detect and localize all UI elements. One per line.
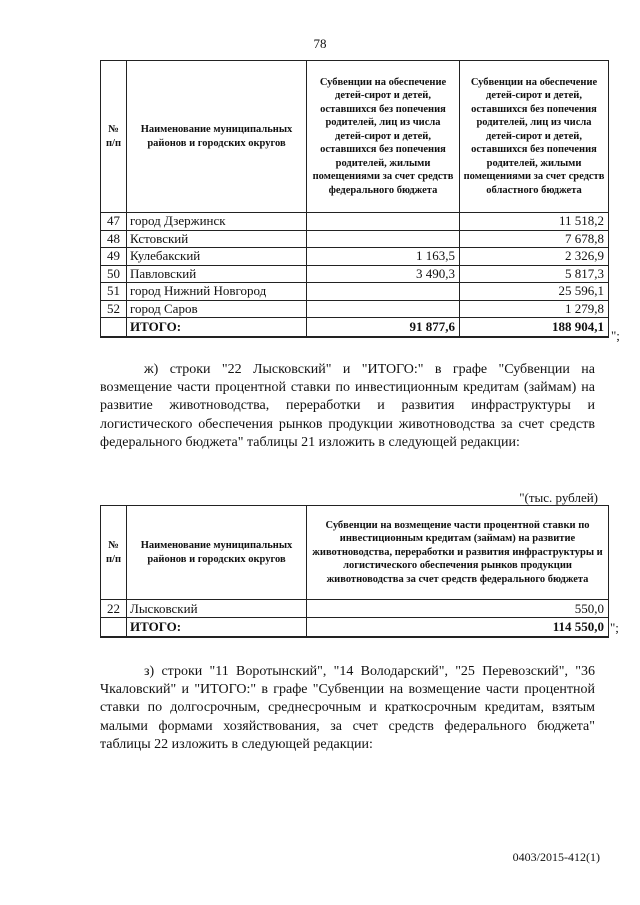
table-row (101, 600, 609, 618)
header-num: № п/п (101, 506, 127, 600)
header-num: № п/п (101, 61, 127, 213)
total-federal: 114 550,0 (307, 618, 609, 638)
row-name: Павловский (127, 265, 307, 283)
total-regional: 188 904,1 (460, 318, 609, 338)
total-label: ИТОГО: (127, 618, 307, 638)
row-name: Кулебакский (127, 248, 307, 266)
row-federal (307, 300, 460, 318)
total-label: ИТОГО: (127, 318, 307, 338)
row-num: 51 (101, 283, 127, 301)
document-code: 0403/2015-412(1) (512, 850, 600, 864)
paragraph-z-text: з) строки "11 Воротынский", "14 Володарский", "25 Перевозский", "36 Чкаловский" и "ИТОГО:" в графе "Субвенции на возмещение части процентной ставки по долгосрочным, среднесрочным и краткосрочным кредитам, взятым малыми формами хозяйствования, за счет средств федерального бюджета" таблицы 22 изложить в следующей редакции: (100, 664, 595, 752)
row-federal (307, 283, 460, 301)
page-number: 78 (313, 36, 327, 51)
header-name: Наименование муниципальных районов и городских округов (127, 506, 307, 600)
row-regional: 1 279,8 (460, 300, 609, 318)
row-regional: 11 518,2 (460, 213, 609, 231)
row-regional: 7 678,8 (460, 230, 609, 248)
row-num: 50 (101, 265, 127, 283)
table-row (101, 248, 609, 266)
paragraph-z (100, 663, 595, 754)
row-num: 52 (101, 300, 127, 318)
paragraph-zh-text: ж) строки "22 Лысковский" и "ИТОГО:" в графе "Субвенции на возмещение части процентной ставки по инвестиционным кредитам (займам) на развитие животноводства, переработки и развития инфраструктуры и логистического обеспечения рынков продукции животноводства за счет средств федерального бюджета" таблицы 21 изложить в следующей редакции: (100, 362, 595, 450)
closing-quote: "; (610, 620, 619, 635)
table-row (101, 230, 609, 248)
total-row (101, 618, 609, 638)
row-num: 48 (101, 230, 127, 248)
row-federal (307, 230, 460, 248)
table-row (101, 213, 609, 231)
row-num: 47 (101, 213, 127, 231)
total-num-cell (101, 318, 127, 338)
header-name: Наименование муниципальных районов и городских округов (127, 61, 307, 213)
row-name: Кстовский (127, 230, 307, 248)
row-num: 22 (101, 600, 127, 618)
row-regional: 2 326,9 (460, 248, 609, 266)
subventions-table-livestock (100, 505, 609, 638)
row-federal: 1 163,5 (307, 248, 460, 266)
units-label: "(тыс. рублей) (519, 490, 598, 505)
table-header-row (101, 61, 609, 213)
paragraph-zh (100, 361, 595, 452)
row-num: 49 (101, 248, 127, 266)
table-row (101, 283, 609, 301)
table-header-row (101, 506, 609, 600)
header-regional: Субвенции на обеспечение детей-сирот и детей, оставшихся без попечения родителей, лиц из числа детей-сирот и детей, оставшихся без попечения родителей, жилыми помещениями за счет средств областного бюджета (460, 61, 609, 213)
table-row (101, 265, 609, 283)
total-num-cell (101, 618, 127, 638)
row-federal: 3 490,3 (307, 265, 460, 283)
header-federal: Субвенции на обеспечение детей-сирот и детей, оставшихся без попечения родителей, лиц из числа детей-сирот и детей, оставшихся без попечения родителей, жилыми помещениями за счет средств федерального бюджета (307, 61, 460, 213)
row-regional: 25 596,1 (460, 283, 609, 301)
subventions-table-orphans (100, 60, 609, 338)
total-federal: 91 877,6 (307, 318, 460, 338)
row-name: город Дзержинск (127, 213, 307, 231)
row-federal (307, 213, 460, 231)
row-federal: 550,0 (307, 600, 609, 618)
row-name: город Саров (127, 300, 307, 318)
table-row (101, 300, 609, 318)
total-row (101, 318, 609, 338)
row-regional: 5 817,3 (460, 265, 609, 283)
header-federal: Субвенции на возмещение части процентной ставки по инвестиционным кредитам (займам) на развитие животноводства, переработки и развития инфраструктуры и логистического обеспечения рынков продукции животноводства за счет средств федерального бюджета (307, 506, 609, 600)
row-name: Лысковский (127, 600, 307, 618)
closing-quote: "; (611, 328, 620, 343)
row-name: город Нижний Новгород (127, 283, 307, 301)
